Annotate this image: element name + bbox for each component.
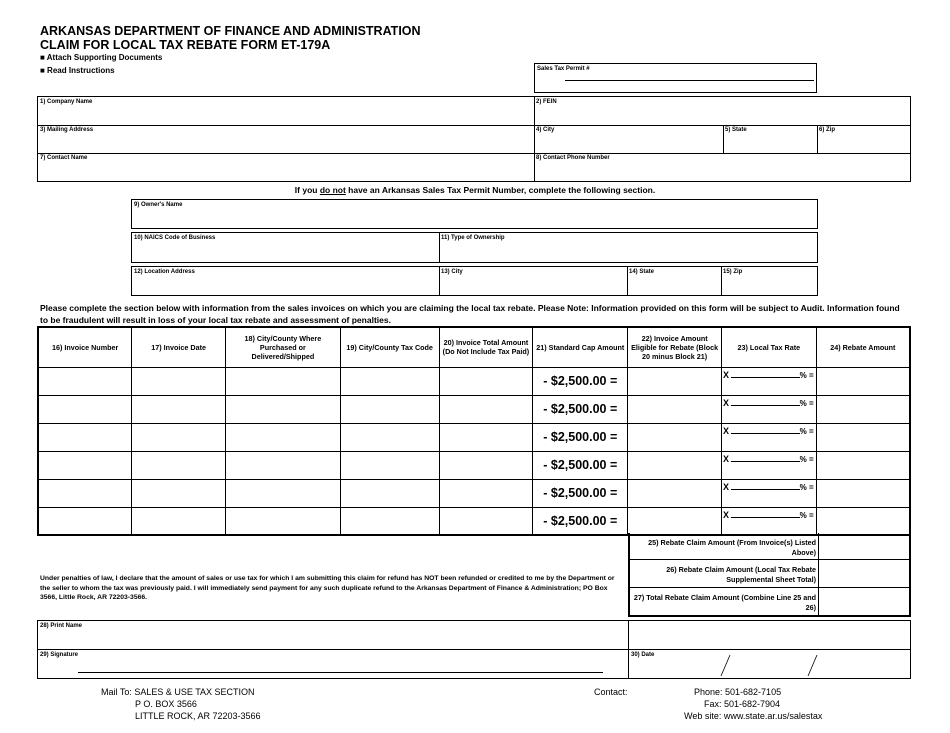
invoice-number-cell[interactable]: [38, 423, 132, 451]
sales-tax-permit-label: Sales Tax Permit #: [537, 66, 590, 72]
website-line: [684, 710, 822, 722]
location-state-field[interactable]: [627, 267, 721, 295]
invoice-date-cell[interactable]: [132, 423, 226, 451]
signature-line: [78, 672, 603, 673]
city-county-cell[interactable]: [225, 507, 340, 535]
city-county-cell[interactable]: [225, 367, 340, 395]
eligible-amount-cell[interactable]: [628, 451, 722, 479]
zip-field[interactable]: [817, 125, 912, 153]
local-tax-rate-cell[interactable]: X % =: [721, 367, 816, 395]
contact-name-field[interactable]: [38, 153, 534, 181]
standard-cap-cell: - $2,500.00 =: [533, 451, 628, 479]
table-row: [38, 395, 910, 423]
invoice-date-cell[interactable]: [132, 367, 226, 395]
signature-label: 29) Signature: [40, 652, 79, 658]
invoice-number-cell[interactable]: [38, 507, 132, 535]
tax-code-cell[interactable]: [340, 367, 439, 395]
invoice-number-cell[interactable]: [38, 395, 132, 423]
audit-note: Please complete the section below with information from the sales invoices on which you are claiming the local tax rebate. Please Note: Information provided on this form will be subject to Audit. Information found to be fraudulent will result in loss of your local tax rebate and assessment of penalties.: [40, 303, 900, 325]
local-tax-rate-cell[interactable]: X % =: [721, 395, 816, 423]
business-info-grid: [131, 232, 818, 263]
city-county-cell[interactable]: [225, 395, 340, 423]
line27-amount-field[interactable]: [819, 588, 909, 615]
print-name-label: 28) Print Name: [40, 623, 83, 629]
city-county-cell[interactable]: [225, 479, 340, 507]
eligible-amount-cell[interactable]: [628, 395, 722, 423]
rebate-amount-cell[interactable]: [816, 367, 910, 395]
signature-grid: [37, 620, 911, 679]
naics-code-field[interactable]: [132, 233, 439, 262]
read-instructions-note: ■ Read Instructions: [40, 66, 115, 75]
state-label: 5) State: [725, 127, 747, 133]
company-name-field[interactable]: [38, 97, 534, 125]
fein-label: 2) FEIN: [536, 99, 557, 105]
city-county-cell[interactable]: [225, 451, 340, 479]
form-title-line1: ARKANSAS DEPARTMENT OF FINANCE AND ADMINISTRATION: [40, 24, 421, 38]
header-eligible-amount: 22) Invoice Amount Eligible for Rebate (Block 20 minus Block 21): [628, 327, 722, 367]
contact-phone-field[interactable]: [534, 153, 912, 181]
mail-to-line1: Mail To: SALES & USE TAX SECTION: [101, 687, 255, 697]
contact-phone-label: 8) Contact Phone Number: [536, 155, 610, 161]
invoice-total-cell[interactable]: [439, 451, 533, 479]
rebate-amount-cell[interactable]: [816, 479, 910, 507]
zip-label: 6) Zip: [819, 127, 835, 133]
standard-cap-cell: - $2,500.00 =: [533, 395, 628, 423]
company-name-label: 1) Company Name: [40, 99, 93, 105]
invoice-total-cell[interactable]: [439, 507, 533, 535]
invoice-number-cell[interactable]: [38, 367, 132, 395]
owner-name-field[interactable]: [131, 199, 818, 229]
tax-code-cell[interactable]: [340, 395, 439, 423]
naics-code-label: 10) NAICS Code of Business: [134, 235, 216, 241]
invoice-table-header: [38, 327, 910, 367]
eligible-amount-cell[interactable]: [628, 367, 722, 395]
location-address-label: 12) Location Address: [134, 269, 195, 275]
table-row: [38, 367, 910, 395]
invoice-total-cell[interactable]: [439, 367, 533, 395]
header-standard-cap: 21) Standard Cap Amount: [533, 327, 628, 367]
location-address-field[interactable]: [132, 267, 439, 295]
table-row: [38, 451, 910, 479]
invoice-date-cell[interactable]: [132, 451, 226, 479]
local-tax-rate-cell[interactable]: X % =: [721, 507, 816, 535]
standard-cap-cell: - $2,500.00 =: [533, 423, 628, 451]
city-county-cell[interactable]: [225, 423, 340, 451]
location-state-label: 14) State: [629, 269, 655, 275]
date-slashes: [629, 650, 910, 678]
line26-amount-field[interactable]: [819, 560, 909, 587]
header-invoice-number: 16) Invoice Number: [38, 327, 132, 367]
tax-code-cell[interactable]: [340, 423, 439, 451]
header-local-tax-rate: 23) Local Tax Rate: [721, 327, 816, 367]
form-title-line2: CLAIM FOR LOCAL TAX REBATE FORM ET-179A: [40, 38, 331, 52]
tax-code-cell[interactable]: [340, 451, 439, 479]
eligible-amount-cell[interactable]: [628, 479, 722, 507]
invoice-number-cell[interactable]: [38, 479, 132, 507]
taxpayer-info-grid: [37, 96, 911, 182]
location-zip-field[interactable]: [721, 267, 817, 295]
phone-number: Phone: 501-682-7105: [694, 687, 782, 697]
city-label: 4) City: [536, 127, 555, 133]
eligible-amount-cell[interactable]: [628, 507, 722, 535]
website-label: Web site:: [684, 711, 722, 721]
city-field[interactable]: [534, 125, 723, 153]
header-tax-code: 19) City/County Tax Code: [340, 327, 439, 367]
date-field[interactable]: [629, 650, 910, 678]
owner-name-label: 9) Owner's Name: [134, 202, 183, 208]
no-permit-instruction: If you do not have an Arkansas Sales Tax Permit Number, complete the following section.: [294, 185, 656, 195]
location-city-field[interactable]: [439, 267, 627, 295]
standard-cap-cell: - $2,500.00 =: [533, 367, 628, 395]
ownership-type-label: 11) Type of Ownership: [441, 235, 505, 241]
table-row: [38, 507, 910, 535]
line26-label: 26) Rebate Claim Amount (Local Tax Rebate Supplemental Sheet Total): [666, 565, 816, 584]
rebate-amount-cell[interactable]: [816, 423, 910, 451]
rebate-amount-cell[interactable]: [816, 395, 910, 423]
standard-cap-cell: - $2,500.00 =: [533, 479, 628, 507]
header-city-county: 18) City/County Where Purchased or Delivered/Shipped: [225, 327, 340, 367]
eligible-amount-cell[interactable]: [628, 423, 722, 451]
summary-grid: [628, 533, 911, 617]
fax-number: Fax: 501-682-7904: [704, 699, 781, 709]
invoice-date-cell[interactable]: [132, 395, 226, 423]
table-row: [38, 423, 910, 451]
tax-code-cell[interactable]: [340, 507, 439, 535]
fein-field[interactable]: [534, 97, 912, 125]
mail-to-line3: LITTLE ROCK, AR 72203-3566: [135, 711, 261, 721]
invoice-table: [37, 326, 911, 536]
attach-docs-note: ■ Attach Supporting Documents: [40, 53, 163, 62]
contact-name-label: 7) Contact Name: [40, 155, 88, 161]
header-invoice-total: 20) Invoice Total Amount (Do Not Include Tax Paid): [439, 327, 533, 367]
print-name-field[interactable]: [38, 621, 628, 649]
header-rebate-amount: 24) Rebate Amount: [816, 327, 910, 367]
local-tax-rate-cell[interactable]: X % =: [721, 451, 816, 479]
invoice-date-cell[interactable]: [132, 479, 226, 507]
rebate-amount-cell[interactable]: [816, 507, 910, 535]
table-row: [38, 479, 910, 507]
invoice-total-cell[interactable]: [439, 423, 533, 451]
signature-field[interactable]: [38, 650, 628, 678]
website-link[interactable]: www.state.ar.us/salestax: [723, 711, 823, 721]
local-tax-rate-cell[interactable]: X % =: [721, 479, 816, 507]
permit-underline: [565, 80, 814, 81]
date-label: 30) Date: [631, 652, 655, 658]
local-tax-rate-cell[interactable]: X % =: [721, 423, 816, 451]
invoice-total-cell[interactable]: [439, 479, 533, 507]
location-zip-label: 15) Zip: [723, 269, 743, 275]
invoice-date-cell[interactable]: [132, 507, 226, 535]
contact-label: Contact:: [594, 687, 628, 697]
ownership-type-field[interactable]: [439, 233, 817, 262]
line25-label: 25) Rebate Claim Amount (From Invoice(s) Listed Above): [648, 538, 816, 557]
invoice-number-cell[interactable]: [38, 451, 132, 479]
sales-tax-permit-field[interactable]: [534, 63, 817, 93]
state-field[interactable]: [723, 125, 817, 153]
mailing-address-label: 3) Mailing Address: [40, 127, 94, 133]
tax-code-cell[interactable]: [340, 479, 439, 507]
location-city-label: 13) City: [441, 269, 463, 275]
line25-amount-field[interactable]: [819, 533, 909, 559]
line27-label: 27) Total Rebate Claim Amount (Combine Line 25 and 26): [633, 593, 816, 612]
invoice-total-cell[interactable]: [439, 395, 533, 423]
location-grid: [131, 266, 818, 296]
mailing-address-field[interactable]: [38, 125, 534, 153]
rebate-amount-cell[interactable]: [816, 451, 910, 479]
declaration-text: Under penalties of law, I declare that the amount of sales or use tax for which I am submitting this claim for refund has NOT been refunded or credited to me by the Department or the seller to whom the tax was previously paid. I will immediately send payment for any such duplicate refund to the Arkansas Department of Finance & Administration; PO Box 3566, Little Rock, AR 72203-3566.: [40, 575, 615, 601]
standard-cap-cell: - $2,500.00 =: [533, 507, 628, 535]
mail-to-line2: P O. BOX 3566: [135, 699, 197, 709]
header-invoice-date: 17) Invoice Date: [132, 327, 226, 367]
